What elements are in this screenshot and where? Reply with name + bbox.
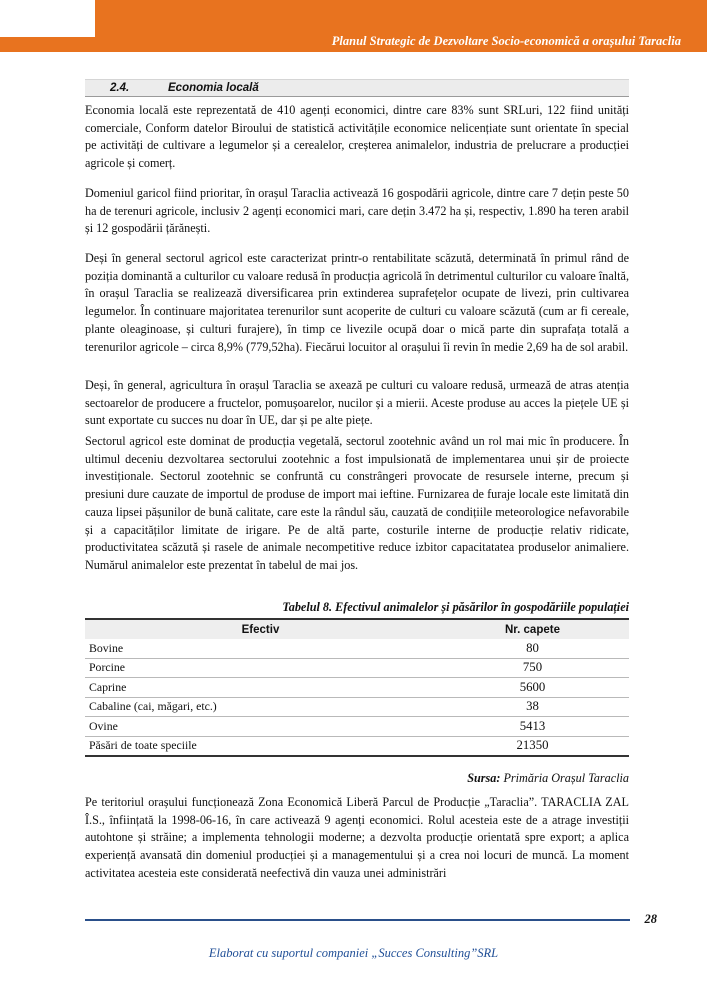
table-row	[85, 639, 629, 658]
table-caption: Tabelul 8. Efectivul animalelor și păsărilor în gospodăriile populației	[282, 600, 629, 614]
page-header	[0, 0, 707, 52]
row-value: 5600	[436, 678, 629, 698]
table-header-row	[85, 619, 629, 639]
row-value: 21350	[436, 736, 629, 756]
header-title: Planul Strategic de Dezvoltare Socio-economică a orașului Taraclia	[331, 34, 681, 48]
row-value: 38	[436, 697, 629, 717]
table-row	[85, 697, 629, 717]
row-name: Caprine	[85, 678, 436, 698]
paragraph-4: Deși, în general, agricultura în orașul Taraclia se axează pe culturi cu valoare redusă, urmează de atras atenția sectoarelor de producere a fructelor, pomușoarelor, nucilor și a mierii. Aceste produse au acces la piețele UE și sunt exportate cu succes nu doar în UE, dar și pe alte piețe.	[85, 378, 629, 428]
column-header-nr-capete: Nr. capete	[436, 619, 629, 639]
table-row	[85, 717, 629, 737]
paragraph-5: Sectorul agricol este dominat de producția vegetală, sectorul zootehnic având un rol mai mic în producere. În ultimul deceniu dezvoltarea sectorului zootehnic a fost impulsionată de implementarea unui șir de proiecte investiționale. Sectorul zootehnic se confruntă cu constrângeri provocate de resursele interne, precum și presiuni dure cauzate de importul de produse de import mai ieftine. Furnizarea de furaje locale este limitată din cauza lipsei pășunilor de bună calitate, care este la rândul său, cauzată de condițiile meteorologice nefavorabile și a capacităților limitate de irigare. Pe de altă parte, costurile interne de producție relativ ridicate, productivitatea scăzută și rasele de animale necompetitive reduce izbitor capacitatatea produselor animaliere. Numărul animalelor este prezentat în tabelul de mai jos.	[85, 434, 629, 572]
row-value: 5413	[436, 717, 629, 737]
page-number: 28	[644, 912, 657, 926]
table-source	[85, 771, 629, 786]
section-title: Economia locală	[168, 82, 259, 94]
table-row	[85, 658, 629, 678]
source-label: Sursa:	[467, 771, 501, 785]
section-number: 2.4.	[110, 82, 130, 94]
row-name: Cabaline (cai, măgari, etc.)	[85, 697, 436, 717]
paragraph-1: Economia locală este reprezentată de 410 agenți economici, dintre care 83% sunt SRLuri, 122 fiind unități comerciale, Conform datelor Biroului de statistică activitățile economice nelicențiate sunt orientate în special pe activități de cultivare a legumelor și a cerealelor, creșterea animalelor, industria de prelucrare a producției agricole și comerț.	[85, 103, 629, 171]
column-header-efectiv: Efectiv	[85, 619, 436, 639]
footer-credit: Elaborat cu suportul companiei „Succes Consulting”SRL	[208, 946, 499, 960]
paragraph-6: Pe teritoriul orașului funcționează Zona Economică Liberă Parcul de Producție „Taraclia”. TARACLIA ZAL Î.S., înființată la 1998-06-16, în care activează 9 agenți economici. Rolul acesteia este de a atrage investiții autohtone și străine; a implementa tehnologii moderne; a dezvolta producție orientată spre export; a aplica experiență avansată din domeniul producției și a managementului și a crea noi locuri de muncă. La moment activitatea acesteia este considerată neefectivă din vauza unei administrări	[85, 795, 629, 880]
row-value: 750	[436, 658, 629, 678]
row-name: Porcine	[85, 658, 436, 678]
paragraph-3: Deși în general sectorul agricol este caracterizat printr-o rentabilitate scăzută, determinată în primul rând de poziția dominantă a culturilor cu valoare redusă în producția agricolă în detrimentul culturilor cu valoare înaltă, în orașul Taraclia se realizează diversificarea prin extinderea suprafețelor ocupate de livezi, prin cultivarea legumelor. În continuare majoritatea terenurilor sunt acoperite de culturi cu valoare scăzută (cum ar fi cereale, plante oleaginoase, și culturi furajere), în timp ce livezile ocupă doar o mică parte din suprafața totală a terenurilor agricole – circa 8,9% (779,52ha). Fiecărui locuitor al orașului îi revin în medie 2,69 ha de sol arabil.	[85, 251, 629, 354]
table-row	[85, 736, 629, 756]
section-heading	[85, 79, 629, 97]
row-name: Bovine	[85, 639, 436, 658]
table-row	[85, 678, 629, 698]
paragraph-2: Domeniul garicol fiind prioritar, în orașul Taraclia activează 16 gospodării agricole, dintre care 7 dețin peste 50 ha de terenuri agricole, inclusiv 2 agenți economici mari, care dețin 3.472 ha și, respectiv, 1.890 ha teren arabil și 12 gospodării țărănești.	[85, 186, 629, 236]
row-name: Păsări de toate speciile	[85, 736, 436, 756]
livestock-table	[85, 618, 629, 757]
row-name: Ovine	[85, 717, 436, 737]
source-text: Primăria Orașul Taraclia	[503, 771, 629, 785]
footer-divider	[85, 919, 630, 921]
header-white-notch	[0, 0, 95, 37]
row-value: 80	[436, 639, 629, 658]
